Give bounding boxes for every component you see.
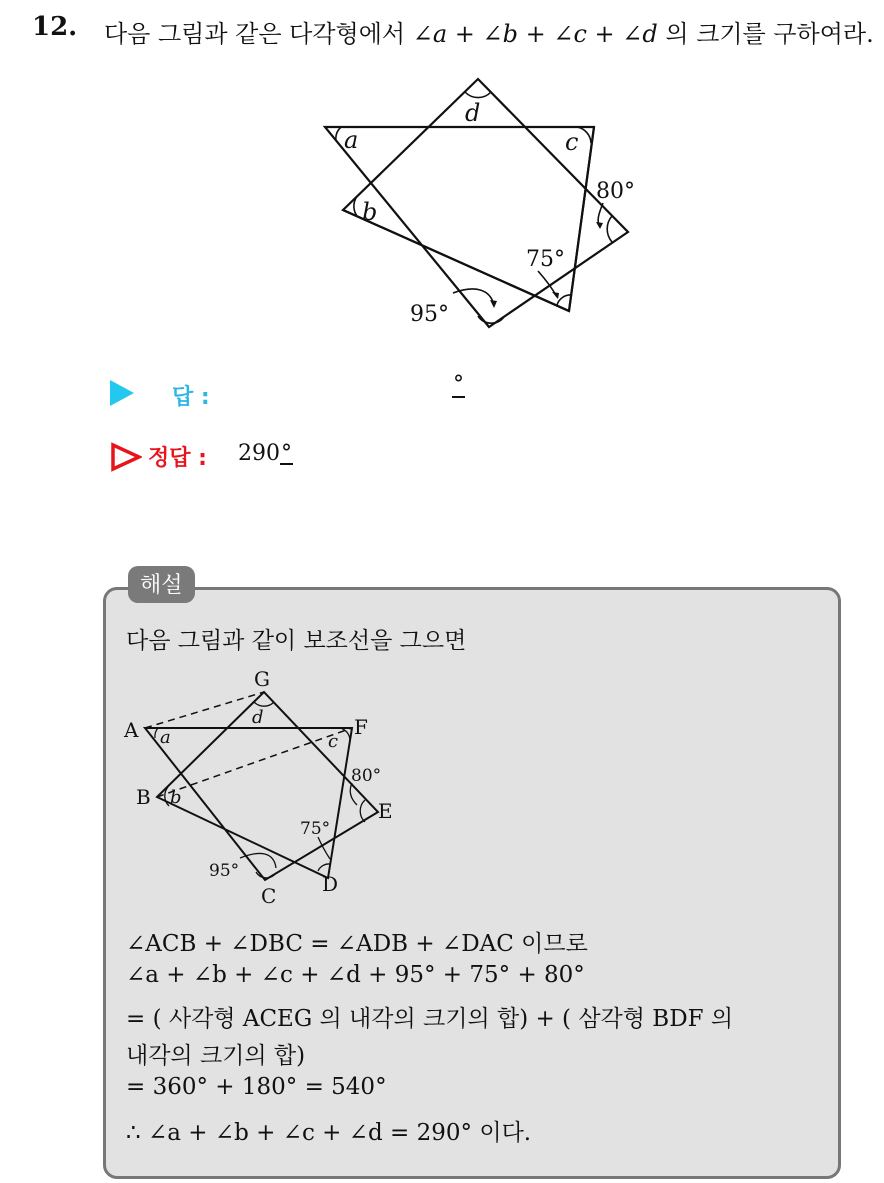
label-80: 80°: [596, 179, 635, 204]
solution-line-4: 내각의 크기의 합): [126, 1043, 306, 1069]
solution-angle-d: d: [252, 707, 264, 728]
label-b: b: [362, 198, 378, 226]
solution-line-5: = 360° + 180° = 540°: [126, 1074, 387, 1100]
arrowhead-80: [596, 222, 603, 229]
answer-unit: °: [453, 372, 464, 397]
solution-arc-a: [155, 728, 158, 738]
question-expression: ∠a + ∠b + ∠c + ∠d: [412, 20, 658, 48]
outline-play-arrow-icon: [110, 442, 142, 472]
question-text-after: 의 크기를 구하여라.: [657, 20, 874, 48]
point-E: E: [378, 799, 393, 823]
label-a: a: [344, 126, 359, 154]
solution-line-6: ∴ ∠a + ∠b + ∠c + ∠d = 290° 이다.: [126, 1120, 532, 1146]
solution-line-1: ∠ACB + ∠DBC = ∠ADB + ∠DAC 이므로: [126, 931, 588, 957]
solution-arc-d2: [318, 864, 330, 871]
label-75: 75°: [526, 247, 565, 272]
point-A: A: [124, 718, 139, 742]
point-F: F: [354, 715, 368, 739]
solution-line-2: ∠a + ∠b + ∠c + ∠d + 95° + 75° + 80°: [126, 962, 585, 988]
question-number: 12.: [32, 12, 78, 42]
arrowhead-75: [552, 292, 559, 299]
angle-arc-b: [354, 198, 357, 216]
label-c: c: [565, 128, 579, 156]
question-figure: [300, 70, 640, 340]
point-G: G: [254, 667, 270, 691]
label-95: 95°: [410, 302, 449, 327]
correct-answer-unit: °: [281, 441, 292, 466]
angle-arc-a: [336, 127, 341, 141]
polygon-outline-2: [343, 127, 594, 311]
answer-label: 답 :: [172, 385, 210, 410]
solution-arc-e: [360, 800, 365, 822]
angle-arc-d: [465, 92, 491, 98]
arrowhead-95: [490, 300, 497, 308]
correct-answer-label: 정답 :: [148, 446, 207, 471]
leader-95: [453, 289, 494, 305]
solution-angle-95: 95°: [209, 861, 240, 881]
solution-arc-d: [254, 702, 274, 706]
solution-angle-c: c: [328, 731, 339, 752]
angle-arc-c: [577, 127, 591, 143]
question-text-before: 다음 그림과 같은 다각형에서: [104, 20, 413, 48]
correct-answer-number: 290: [238, 441, 280, 466]
solution-figure: [118, 664, 408, 914]
label-d: d: [465, 99, 481, 127]
solution-line-3: = ( 사각형 ACEG 의 내각의 크기의 합) + ( 삼각형 BDF 의: [126, 1006, 734, 1032]
correct-answer-value: [238, 441, 293, 466]
point-D: D: [322, 872, 339, 896]
point-C: C: [261, 884, 277, 908]
solution-angle-a: a: [160, 727, 171, 748]
solution-leader-95: [240, 853, 276, 868]
point-B: B: [136, 785, 151, 809]
solution-arc-c: [340, 728, 350, 740]
play-arrow-icon: [110, 380, 134, 406]
angle-arc-d2: [557, 295, 571, 305]
angle-arc-e: [607, 216, 612, 242]
dashed-line-bf: [157, 728, 352, 797]
solution-angle-80: 80°: [351, 766, 382, 786]
question-text: [104, 14, 874, 49]
solution-angle-b: b: [170, 787, 182, 808]
solution-angle-75: 75°: [300, 819, 331, 839]
solution-tag: 해설: [128, 566, 195, 603]
solution-intro: 다음 그림과 같이 보조선을 그으면: [126, 628, 467, 654]
answer-input[interactable]: [452, 372, 465, 398]
